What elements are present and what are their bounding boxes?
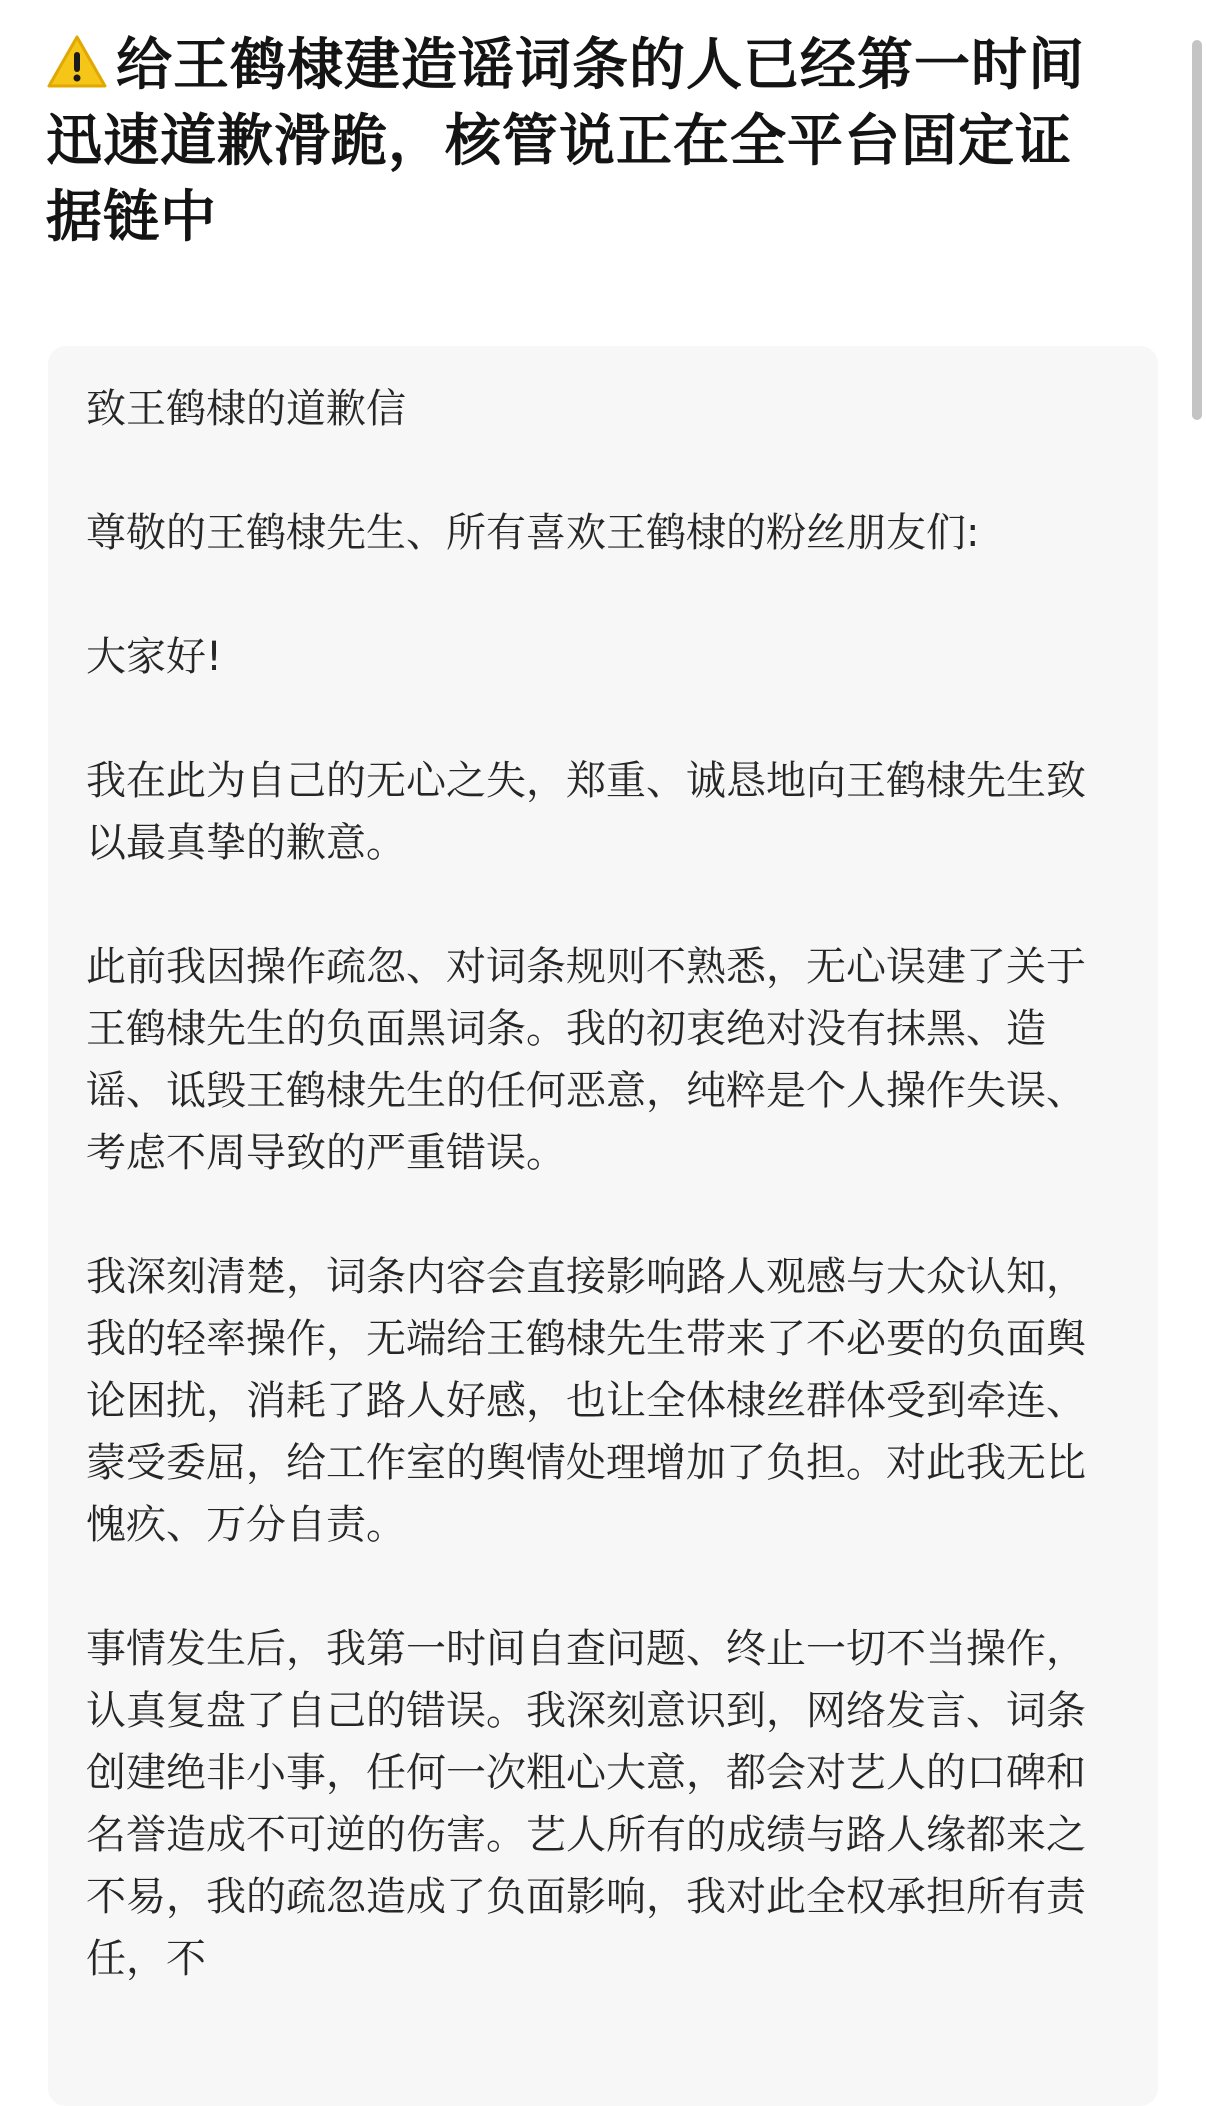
letter-paragraph: 事情发生后，我第一时间自查问题、终止一切不当操作，认真复盘了自己的错误。我深刻意识到，网络发言、词条创建绝非小事，任何一次粗心大意，都会对艺人的口碑和名誉造成不可逆的伤害。艺人所有的成绩与路人缘都来之不易，我的疏忽造成了负面影响，我对此全权承担所有责任，不 — [86, 1626, 1086, 1982]
letter-title: 致王鹤棣的道歉信 — [86, 386, 406, 432]
post-headline — [46, 28, 1106, 256]
letter-salutation: 尊敬的王鹤棣先生、所有喜欢王鹤棣的粉丝朋友们: — [86, 510, 980, 556]
warning-icon — [46, 34, 108, 90]
letter-paragraph: 我在此为自己的无心之失，郑重、诚恳地向王鹤棣先生致以最真挚的歉意。 — [86, 758, 1086, 866]
letter-greeting: 大家好! — [86, 634, 223, 680]
scrollbar[interactable] — [1192, 40, 1202, 420]
apology-letter — [86, 378, 1112, 2052]
letter-paragraph: 此前我因操作疏忽、对词条规则不熟悉，无心误建了关于王鹤棣先生的负面黑词条。我的初衷绝对没有抹黑、造谣、诋毁王鹤棣先生的任何恶意，纯粹是个人操作失误、考虑不周导致的严重错误。 — [86, 944, 1086, 1176]
headline-text: 给王鹤棣建造谣词条的人已经第一时间迅速道歉滑跪，核管说正在全平台固定证据链中 — [46, 33, 1085, 250]
letter-paragraph: 我深刻清楚，词条内容会直接影响路人观感与大众认知，我的轻率操作，无端给王鹤棣先生带来了不必要的负面舆论困扰，消耗了路人好感，也让全体棣丝群体受到牵连、蒙受委屈，给工作室的舆情处理增加了负担。对此我无比愧疚、万分自责。 — [86, 1254, 1086, 1548]
